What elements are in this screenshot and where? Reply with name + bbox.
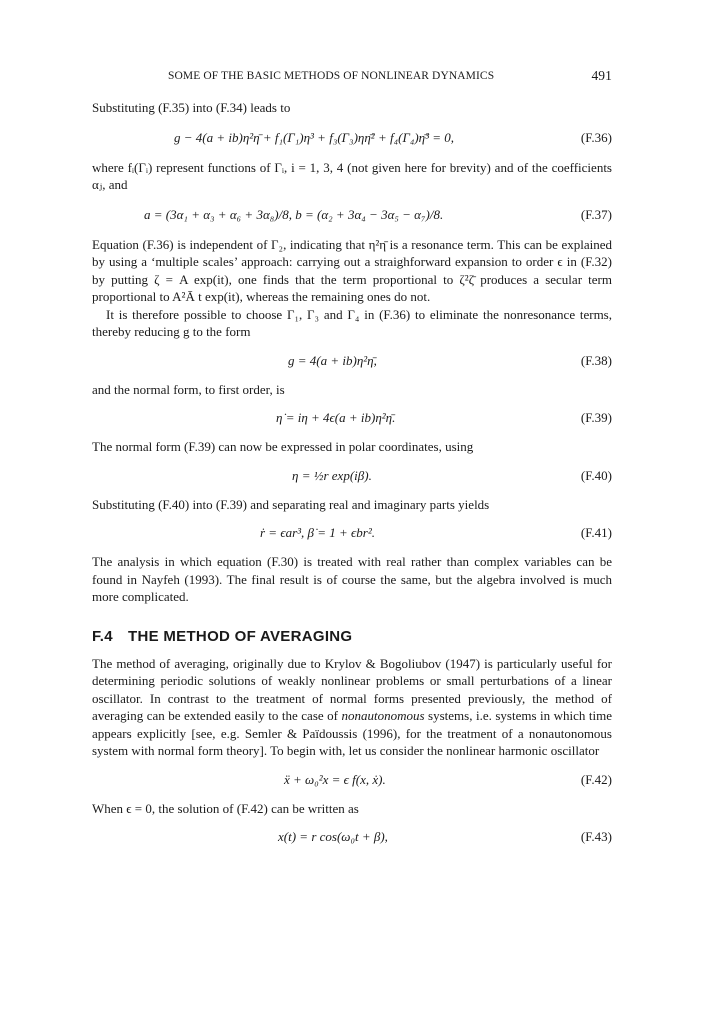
page-number: 491 — [591, 68, 612, 83]
paragraph-substituting-f35: Substituting (F.35) into (F.34) leads to — [92, 100, 291, 115]
equation-f41 — [92, 523, 612, 543]
equation-f40-label: (F.40) — [580, 467, 612, 483]
paragraph-when-epsilon-zero: When ϵ = 0, the solution of (F.42) can be written as — [92, 800, 359, 816]
equation-f37-label: (F.37) — [580, 206, 612, 222]
equation-f43 — [92, 827, 612, 847]
averaging-text-end: systems, i.e. systems in which time appears explicitly [see, e.g. Semler & Païdoussis (1996), for the treatment of a nonautonomous system with normal form theory]. To begin with, let us consider the nonlinear harmonic oscillator — [92, 708, 612, 758]
equation-f42 — [92, 770, 612, 790]
equation-f40-expression: η = ½r exp(iβ). — [292, 467, 372, 483]
paragraph-substituting-f40: Substituting (F.40) into (F.39) and separating real and imaginary parts yields — [92, 496, 490, 512]
paragraph-method-of-averaging — [92, 655, 612, 760]
paragraph-resonance-term: Equation (F.36) is independent of Γ₂, indicating that η²η̄ is a resonance term. This can be explained by using a ‘multiple scales’ approach: carrying out a straighforward expansion to order ϵ in (F.32) by putting ζ = A exp(it), one finds that the term proportional to ζ²ζ̄ produces a secular term proportional to A²Ā t exp(it), whereas the remaining ones do not. — [92, 236, 612, 304]
paragraph-nayfeh-analysis: The analysis in which equation (F.30) is treated with real rather than complex variables can be found in Nayfeh (1993). The final result is of course the same, but the algebra involved is much more complicated. — [92, 554, 612, 604]
equation-f38 — [92, 351, 612, 371]
nonautonomous-emphasis: nonautonomous — [341, 708, 425, 723]
equation-f42-expression: ẍ + ω₀²x = ϵ f(x, ẋ). — [284, 771, 386, 787]
equation-f39 — [92, 408, 612, 428]
equation-f38-expression: g = 4(a + ib)η²η̄, — [288, 352, 377, 368]
averaging-text-start: The method of averaging, originally due to Krylov & Bogoliubov (1947) is particularly useful for determining periodic solutions of weakly nonlinear problems or small perturbations of a linear oscillator. In contrast to the treatment of normal forms presented previously, the method of averaging can be extended easily to the case of — [92, 655, 612, 723]
equation-f36-expression: g − 4(a + ib)η²η̄ + f₁(Γ₁)η³ + f₃(Γ₃)ηη̄² + f₄(Γ₄)η̄³ = 0, — [174, 129, 455, 145]
equation-f37-expression: a = (3α₁ + α₃ + α₆ + 3α₈)/8, b = (α₂ + 3α₄ − 3α₅ − α₇)/8. — [144, 206, 444, 222]
page-content — [92, 64, 612, 847]
equation-f39-expression: η̇ = iη + 4ϵ(a + ib)η²η̄. — [276, 410, 396, 425]
paragraph-where-fi: where fᵢ(Γᵢ) represent functions of Γᵢ, i = 1, 3, 4 (not given here for brevity) and of the coefficients αⱼ, and — [92, 159, 612, 192]
equation-f40 — [92, 466, 612, 486]
section-number: F.4 — [92, 627, 113, 645]
section-title: THE METHOD OF AVERAGING — [128, 627, 353, 645]
equation-f43-expression: x(t) = r cos(ω₀t + β), — [278, 829, 388, 844]
paragraph-choose-gamma: It is therefore possible to choose Γ₁, Γ₃ and Γ₄ in (F.36) to eliminate the nonresonance terms, thereby reducing g to the form — [92, 306, 612, 339]
paragraph-polar-coordinates: The normal form (F.39) can now be expressed in polar coordinates, using — [92, 439, 474, 454]
paragraph-normal-form-first-order: and the normal form, to first order, is — [92, 381, 285, 397]
equation-f37 — [92, 205, 612, 225]
running-header — [92, 64, 612, 86]
equation-f36 — [92, 128, 612, 148]
equation-f41-expression: ṙ = ϵar³, β̇ = 1 + ϵbr². — [260, 525, 375, 540]
section-heading — [92, 628, 612, 645]
running-title: SOME OF THE BASIC METHODS OF NONLINEAR DYNAMICS — [168, 70, 495, 82]
equation-f43-label: (F.43) — [580, 829, 612, 844]
equation-f41-label: (F.41) — [580, 525, 612, 540]
equation-f38-label: (F.38) — [580, 352, 612, 368]
equation-f42-label: (F.42) — [580, 771, 612, 787]
equation-f36-label: (F.36) — [580, 129, 612, 145]
equation-f39-label: (F.39) — [580, 410, 612, 425]
